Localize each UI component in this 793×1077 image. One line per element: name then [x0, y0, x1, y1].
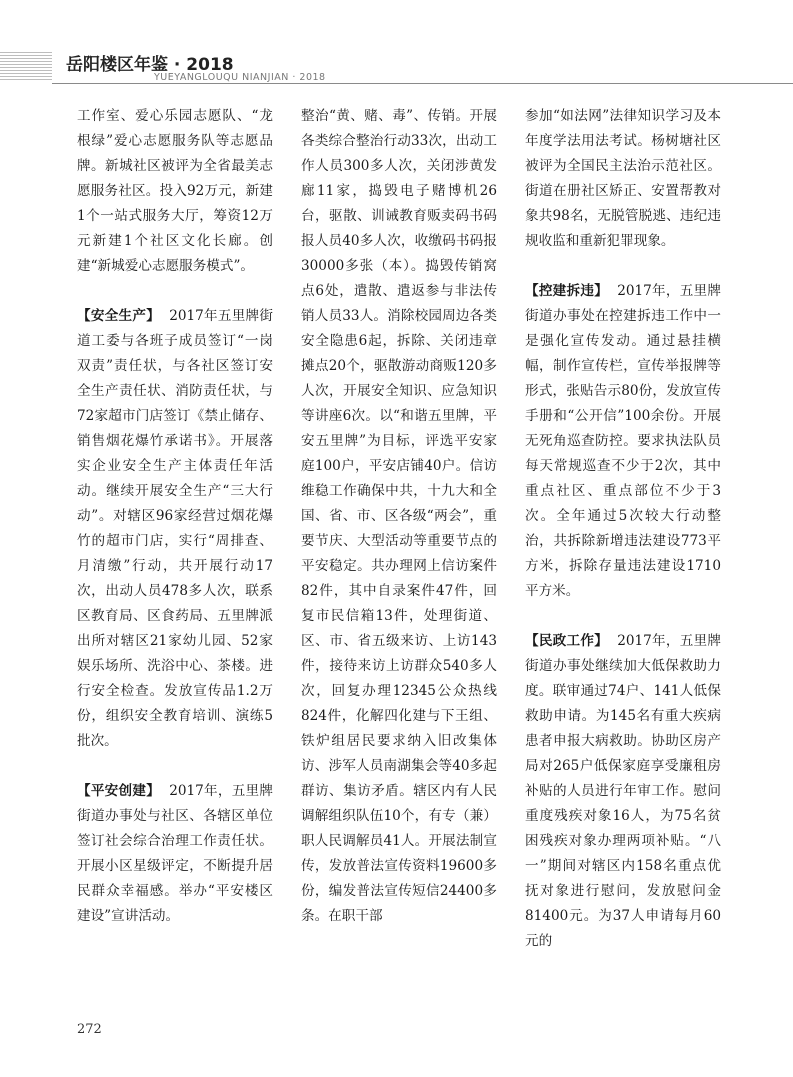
header-decoration: [0, 52, 52, 82]
paragraph-gap: [77, 279, 273, 304]
body-text: 工作室、爱心乐园志愿队、“龙根绿”爱心志愿服务队等志愿品牌。新城社区被评为全省最美志愿服务社区。投入92万元，新建1个一站式服务大厅，筹资12万元新建1个社区文化长廊。创建“新城爱心志愿服务模式”。: [77, 108, 273, 274]
section-paragraph: [525, 279, 721, 604]
section-paragraph: [525, 629, 721, 954]
body-text: 2017年，五里牌街道办事处继续加大低保救助力度。联审通过74户、141人低保救助申请。为145名有重大疾病患者申报大病救助。协助区房产局对265户低保家庭享受廉租房补贴的人员进行年审工作。慰问重度残疾对象16人，为75名贫困残疾对象办理两项补贴。“八一”期间对辖区内158名重点优抚对象进行慰问，发放慰问金81400元。为37人申请每月60元的: [525, 633, 721, 949]
continuation-paragraph: [525, 104, 721, 254]
paragraph-gap: [77, 754, 273, 779]
continuation-paragraph: [77, 104, 273, 279]
body-text: 2017年，五里牌街道办事处与社区、各辖区单位签订社会综合治理工作责任状。开展小区星级评定，不断提升居民群众幸福感。举办“平安楼区建设”宣讲活动。: [77, 783, 273, 924]
section-title: 【平安创建】: [77, 783, 161, 799]
body-text: 参加“如法网”法律知识学习及本年度学法用法考试。杨树塘社区被评为全国民主法治示范社区。街道在册社区矫正、安置帮教对象共98名，无脱管脱逃、违纪违规收监和重新犯罪现象。: [525, 108, 721, 249]
section-title: 【安全生产】: [77, 308, 161, 324]
paragraph-gap: [525, 604, 721, 629]
running-header-subtitle: YUEYANGLOUQU NIANJIAN · 2018: [154, 72, 326, 83]
running-header-title: 岳阳楼区年鉴 · 2018: [66, 55, 234, 75]
paragraph-gap: [525, 254, 721, 279]
text-column-1: [77, 104, 273, 929]
text-column-2: [301, 104, 497, 929]
body-text: 整治“黄、赌、毒”、传销。开展各类综合整治行动33次，出动工作人员300多人次，关闭涉黄发廊11家，捣毁电子赌博机26台，驱散、训诫教育贩卖码书码报人员40多人次，收缴码书码报30000多张（本）。捣毁传销窝点6处，遣散、遣返参与非法传销人员33人。消除校园周边各类安全隐患6起，拆除、关闭违章摊点20个，驱散游动商贩120多人次，开展安全知识、应急知识等讲座6次。以“和谐五里牌，平安五里牌”为目标，评选平安家庭100户，平安店铺40户。信访维稳工作确保中共，十九大和全国、省、市、区各级“两会”，重要节庆、大型活动等重要节点的平安稳定。共办理网上信访案件82件，其中自录案件47件，回复市民信箱13件，处理街道、区、市、省五级来访、上访143件，接待来访上访群众540多人次，回复办理12345公众热线824件，化解四化建与下王组、铁炉组居民要求纳入旧改集体访、涉军人员南湖集会等40多起群访、集访矛盾。辖区内有人民调解组织队伍10个，有专（兼）职人民调解员41人。开展法制宣传，发放普法宣传资料19600多份，编发普法宣传短信24400多条。在职干部: [301, 108, 497, 924]
section-title: 【民政工作】: [525, 633, 609, 649]
header-rule: [52, 83, 793, 84]
body-text: 2017年五里牌街道工委与各班子成员签订“一岗双责”责任状，与各社区签订安全生产责任状、消防责任状，与72家超市门店签订《禁止储存、销售烟花爆竹承诺书》。开展落实企业安全生产主体责任年活动。继续开展安全生产“三大行动”。对辖区96家经营过烟花爆竹的超市门店，实行“周排查、月清缴”行动，共开展行动17次，出动人员478多人次，联系区教育局、区食药局、五里牌派出所对辖区21家幼儿园、52家娱乐场所、洗浴中心、茶楼。进行安全检查。发放宣传品1.2万份，组织安全教育培训、演练5批次。: [77, 308, 273, 749]
section-paragraph: [77, 304, 273, 754]
section-paragraph: [77, 779, 273, 929]
body-text: 2017年，五里牌街道办事处在控建拆违工作中一是强化宣传发动。通过悬挂横幅，制作宣传栏，宣传举报牌等形式，张贴告示80份，发放宣传手册和“公开信”100余份。开展无死角巡查防控。要求执法队员每天常规巡查不少于2次，其中重点社区、重点部位不少于3次。全年通过5次较大行动整治，共拆除新增违法建设773平方米，拆除存量违法建设1710平方米。: [525, 283, 721, 599]
page-number: 272: [77, 1022, 102, 1037]
text-column-3: [525, 104, 721, 954]
section-title: 【控建拆违】: [525, 283, 609, 299]
continuation-paragraph: [301, 104, 497, 929]
